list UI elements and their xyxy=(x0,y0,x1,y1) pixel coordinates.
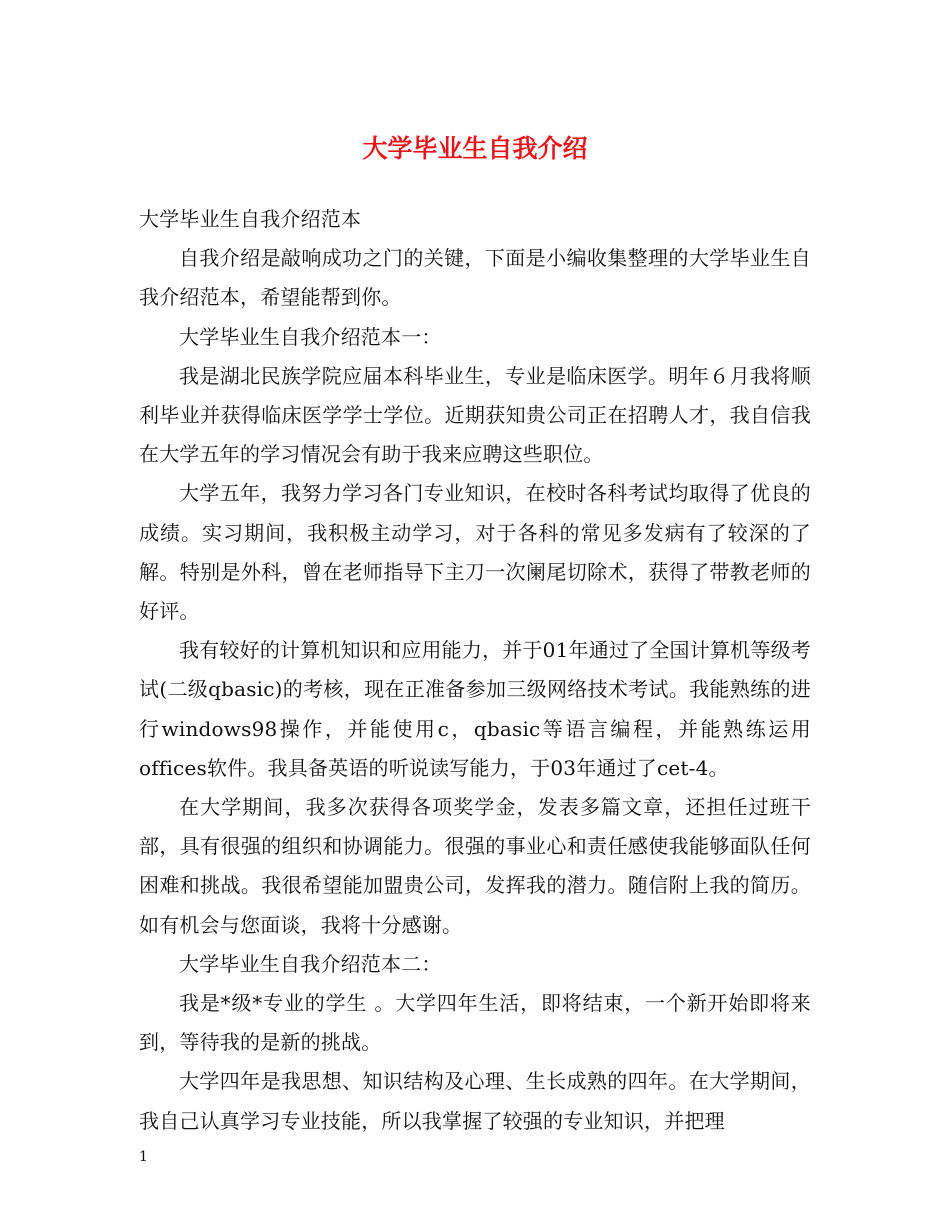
document-body xyxy=(139,200,811,1141)
section-heading: 大学毕业生自我介绍范本 xyxy=(139,207,362,231)
sample-heading-2: 大学毕业生自我介绍范本二： xyxy=(179,951,442,976)
paragraph: 在大学期间，我多次获得各项奖学金，发表多篇文章，还担任过班干部，具有很强的组织和协调能力。很强的事业心和责任感使我能够面队任何困难和挑战。我很希望能加盟贵公司，发挥我的潜力。随信附上我的简历。如有机会与您面谈，我将十分感谢。 xyxy=(139,795,811,937)
paragraph: 我是*级*专业的学生 。大学四年生活，即将结束，一个新开始即将来到，等待我的是新的挑战。 xyxy=(139,991,811,1055)
paragraph: 自我介绍是敲响成功之门的关键，下面是小编收集整理的大学毕业生自我介绍范本，希望能帮到你。 xyxy=(139,246,811,310)
sample-heading-1: 大学毕业生自我介绍范本一： xyxy=(179,324,442,349)
paragraph: 大学四年是我思想、知识结构及心理、生长成熟的四年。在大学期间，我自己认真学习专业技能，所以我掌握了较强的专业知识，并把理 xyxy=(139,1069,811,1133)
document-title: 大学毕业生自我介绍 xyxy=(362,134,588,163)
paragraph: 我有较好的计算机知识和应用能力，并于01年通过了全国计算机等级考试(二级qbasic)的考核，现在正准备参加三级网络技术考试。我能熟练的进行windows98操作，并能使用c，qbasic等语言编程，并能熟练运用offices软件。我具备英语的听说读写能力，于03年通过了cet-4。 xyxy=(139,638,811,780)
page-number: 1 xyxy=(139,1149,148,1165)
paragraph: 我是湖北民族学院应届本科毕业生，专业是临床医学。明年６月我将顺利毕业并获得临床医学学士学位。近期获知贵公司正在招聘人才，我自信我在大学五年的学习情况会有助于我来应聘这些职位。 xyxy=(139,363,811,467)
paragraph: 大学五年，我努力学习各门专业知识，在校时各科考试均取得了优良的成绩。实习期间，我积极主动学习，对于各科的常见多发病有了较深的了解。特别是外科，曾在老师指导下主刀一次阑尾切除术，获得了带教老师的好评。 xyxy=(139,481,811,624)
